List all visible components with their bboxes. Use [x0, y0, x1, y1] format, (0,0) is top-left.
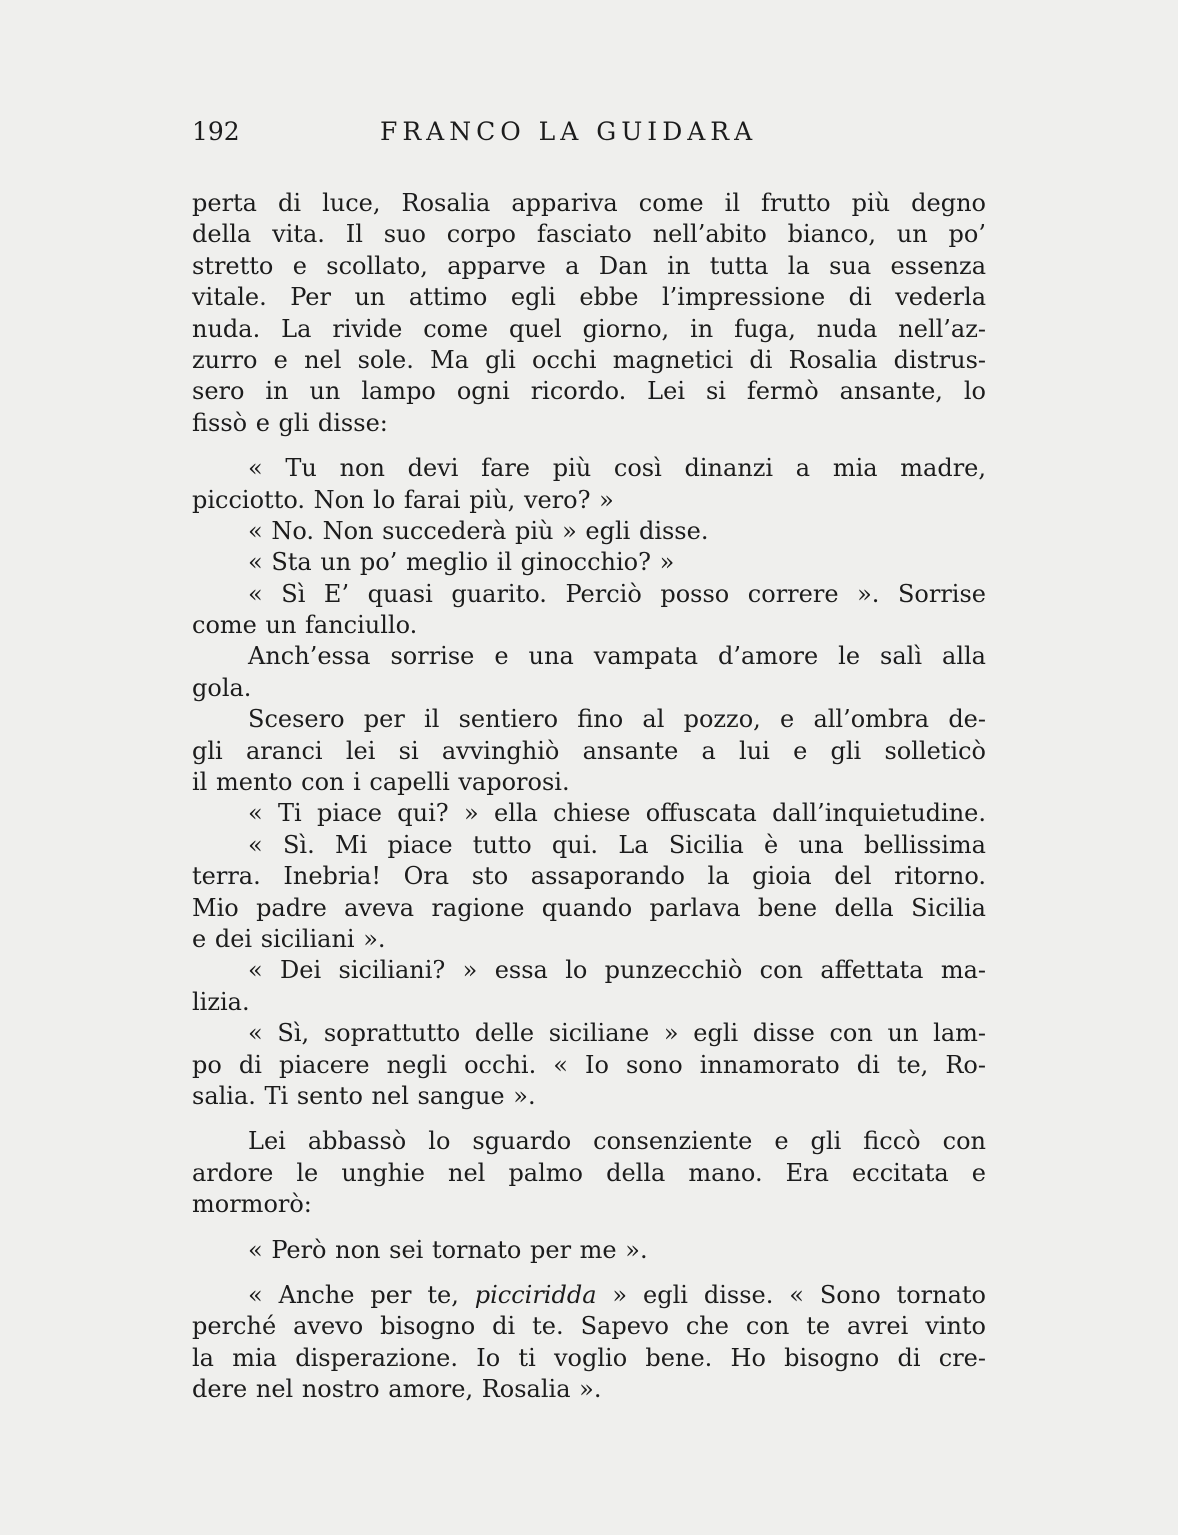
running-title: FRANCO LA GUIDARA — [380, 117, 758, 146]
text-line: nuda. La rivide come quel giorno, in fuga, nuda nell’az- — [192, 314, 986, 343]
text-line: « No. Non succederà più » egli disse. — [248, 516, 709, 545]
text-line: « Ti piace qui? » ella chiese offuscata dall’inquietudine. — [248, 799, 986, 828]
line-segment: » egli disse. « Sono tornato — [596, 1280, 986, 1309]
text-line: mormorò: — [192, 1190, 312, 1219]
text-line: dere nel nostro amore, Rosalia ». — [192, 1375, 602, 1404]
text-line: Anch’essa sorrise e una vampata d’amore le salì alla — [248, 642, 986, 671]
text-line: gli aranci lei si avvinghiò ansante a lui e gli solleticò — [192, 736, 986, 765]
text-line: lizia. — [192, 987, 250, 1016]
text-line: sero in un lampo ogni ricordo. Lei si fermò ansante, lo — [192, 377, 986, 406]
text-line: il mento con i capelli vaporosi. — [192, 768, 570, 797]
page-number: 192 — [192, 117, 240, 146]
text-line: come un fanciullo. — [192, 611, 418, 640]
text-line: Lei abbassò lo sguardo consenziente e gli ficcò con — [248, 1127, 986, 1156]
text-line: « Dei siciliani? » essa lo punzecchiò con affettata ma- — [248, 956, 986, 985]
text-line: salia. Ti sento nel sangue ». — [192, 1081, 536, 1110]
text-line: « Sì, soprattutto delle siciliane » egli disse con un lam- — [248, 1019, 986, 1048]
text-line: perché avevo bisogno di te. Sapevo che con te avrei vinto — [192, 1312, 986, 1341]
text-line: « Sì E’ quasi guarito. Perciò posso correre ». Sorrise — [248, 579, 986, 608]
text-line: stretto e scollato, apparve a Dan in tutta la sua essenza — [192, 251, 986, 280]
italic-word: picciridda — [474, 1280, 597, 1309]
text-line: gola. — [192, 673, 252, 702]
text-line: fissò e gli disse: — [192, 408, 388, 437]
body-text — [192, 188, 986, 1405]
text-line: picciotto. Non lo farai più, vero? » — [192, 485, 614, 514]
text-line: zurro e nel sole. Ma gli occhi magnetici di Rosalia distrus- — [192, 345, 986, 374]
text-line: « Tu non devi fare più così dinanzi a mia madre, — [248, 454, 986, 483]
text-line: « Sì. Mi piace tutto qui. La Sicilia è una bellissima — [248, 830, 986, 859]
text-line: ardore le unghie nel palmo della mano. Era eccitata e — [192, 1158, 986, 1187]
text-line: Scesero per il sentiero fino al pozzo, e all’ombra de- — [248, 705, 986, 734]
line-segment: « Anche per te, — [248, 1280, 475, 1309]
text-line: della vita. Il suo corpo fasciato nell’abito bianco, un po’ — [192, 220, 986, 249]
text-line: terra. Inebria! Ora sto assaporando la gioia del ritorno. — [192, 862, 986, 891]
text-line: e dei siciliani ». — [192, 924, 386, 953]
text-line: Mio padre aveva ragione quando parlava bene della Sicilia — [192, 893, 986, 922]
text-line: « Sta un po’ meglio il ginocchio? » — [248, 548, 675, 577]
text-line: perta di luce, Rosalia appariva come il frutto più degno — [192, 189, 986, 217]
text-line: po di piacere negli occhi. « Io sono innamorato di te, Ro- — [192, 1050, 986, 1079]
text-line — [192, 1280, 986, 1311]
page-header — [192, 112, 792, 152]
text-line: « Però non sei tornato per me ». — [248, 1235, 648, 1264]
text-line: vitale. Per un attimo egli ebbe l’impressione di vederla — [192, 283, 986, 312]
text-line: la mia disperazione. Io ti voglio bene. Ho bisogno di cre- — [192, 1343, 986, 1372]
